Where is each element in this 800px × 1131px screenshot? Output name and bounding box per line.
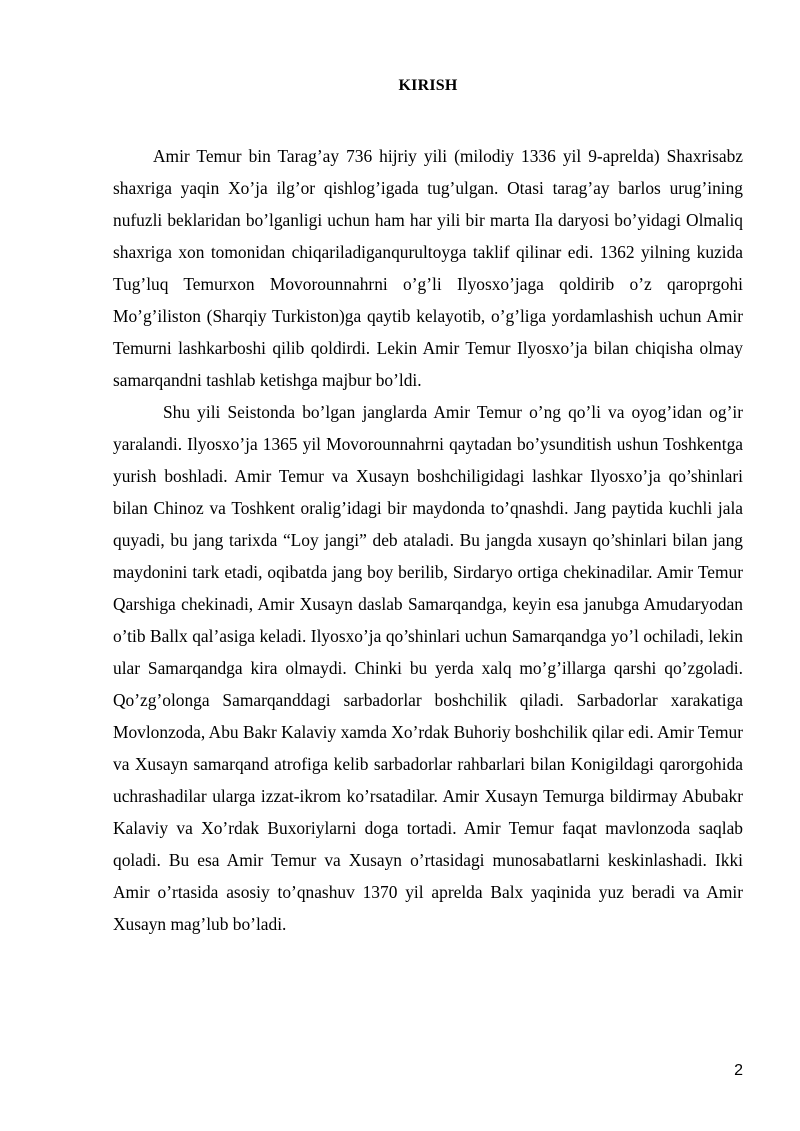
section-heading: KIRISH	[398, 77, 458, 94]
page-number: 2	[734, 1062, 743, 1079]
body-text	[113, 140, 743, 940]
paragraph-2: Shu yili Seistonda bo’lgan janglarda Amir Temur o’ng qo’li va oyog’idan og’ir yaralandi. Ilyosxo’ja 1365 yil Movorounnahrni qaytadan bo’ysunditish ushun Toshkentga yurish boshladi. Amir Temur va Xusayn boshchiligidagi lashkar Ilyosxo’ja qo’shinlari bilan Chinoz va Toshkent oralig’idagi bir maydonda to’qnashdi. Jang paytida kuchli jala quyadi, bu jang tarixda “Loy jangi” deb ataladi. Bu jangda xusayn qo’shinlari bilan jang maydonini tark etadi, oqibatda jang boy berilib, Sirdaryo ortiga chekinadilar. Amir Temur Qarshiga chekinadi, Amir Xusayn daslab Samarqandga, keyin esa janubga Amudaryodan o’tib Ballx qal’asiga keladi. Ilyosxo’ja qo’shinlari uchun Samarqandga yo’l ochiladi, lekin ular Samarqandga kira olmaydi. Chinki bu yerda xalq mo’g’illarga qarshi qo’zgoladi. Qo’zg’olonga Samarqanddagi sarbadorlar boshchilik qiladi. Sarbadorlar xarakatiga Movlonzoda, Abu Bakr Kalaviy xamda Xo’rdak Buhoriy boshchilik qilar edi. Amir Temur va Xusayn samarqand atrofiga kelib sarbadorlar rahbarlari bilan Konigildagi qarorgohida uchrashadilar ularga izzat-ikrom ko’rsatadilar. Amir Xusayn Temurga bildirmay Abubakr Kalaviy va Xo’rdak Buxoriylarni doga tortadi. Amir Temur faqat mavlonzoda saqlab qoladi. Bu esa Amir Temur va Xusayn o’rtasidagi munosabatlarni keskinlashadi. Ikki Amir o’rtasida asosiy to’qnashuv 1370 yil aprelda Balx yaqinida yuz beradi va Amir Xusayn mag’lub bo’ladi.	[113, 402, 743, 934]
paragraph-1: Amir Temur bin Tarag’ay 736 hijriy yili (milodiy 1336 yil 9-aprelda) Shaxrisabz shaxriga yaqin Xo’ja ilg’or qishlog’igada tug’ulgan. Otasi tarag’ay barlos urug’ining nufuzli beklaridan bo’lganligi uchun ham har yili bir marta Ila daryosi bo’yidagi Olmaliq shaxriga xon tomonidan chiqariladiganqurultoyga taklif qilinar edi. 1362 yilning kuzida Tug’luq Temurxon Movorounnahrni o’g’li Ilyosxo’jaga qoldirib o’z qaroprgohi Mo’g’iliston (Sharqiy Turkiston)ga qaytib kelayotib, o’g’liga yordamlashish uchun Amir Temurni lashkarboshi qilib qoldirdi. Lekin Amir Temur Ilyosxo’ja bilan chiqisha olmay samarqandni tashlab ketishga majbur bo’ldi.	[113, 146, 743, 390]
